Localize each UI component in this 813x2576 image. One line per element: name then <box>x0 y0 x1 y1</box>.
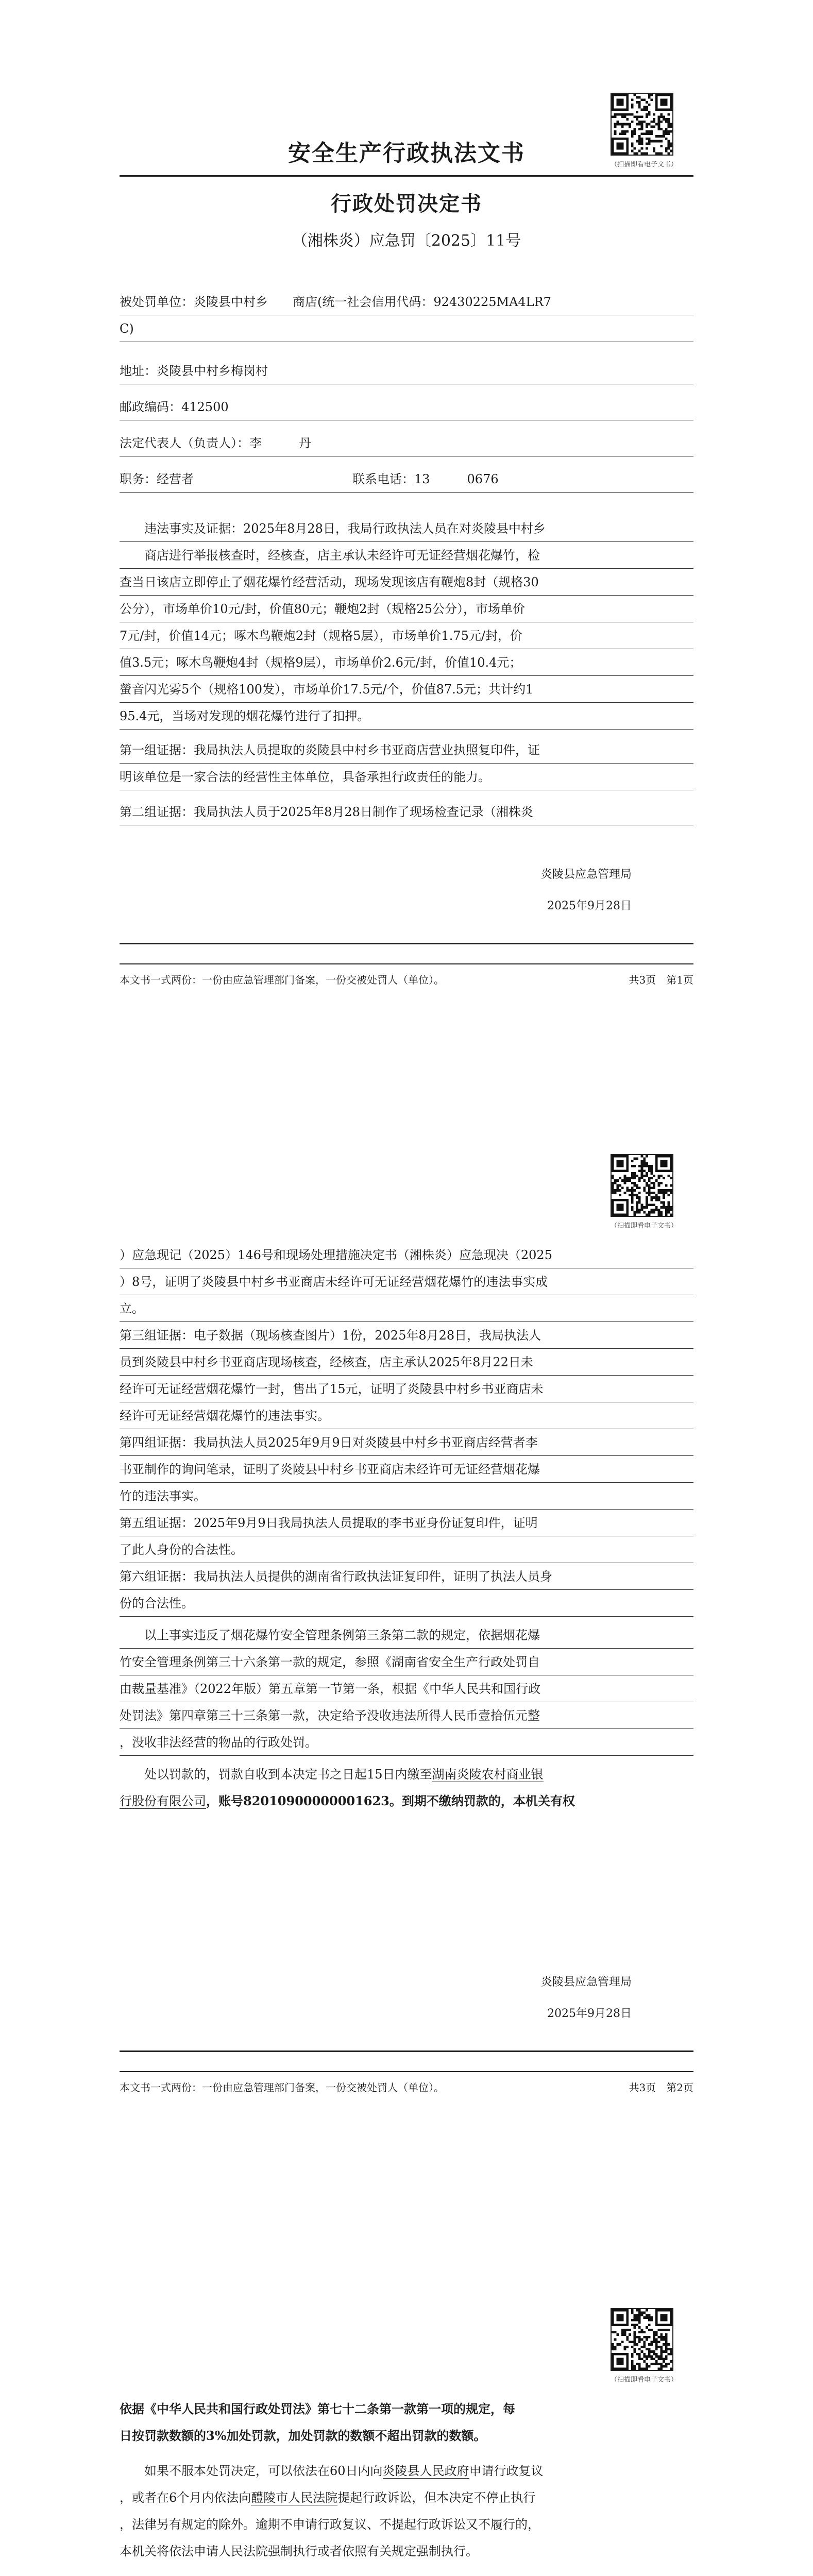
text-line: 第三组证据：电子数据（现场核查图片）1份，2025年8月28日，我局执法人 <box>120 1322 693 1349</box>
footer-divider <box>120 943 693 944</box>
text-line: ，没收非法经营的物品的行政处罚。 <box>120 1729 693 1756</box>
text-line: 竹安全管理条例第三十六条第一款的规定，参照《湖南省安全生产行政处罚自 <box>120 1649 693 1675</box>
text-line: 查当日该店立即停止了烟花爆竹经营活动，现场发现该店有鞭炮8封（规格30 <box>120 569 693 596</box>
text-line: 第六组证据：我局执法人员提供的湖南省行政执法证复印件，证明了执法人员身 <box>120 1563 693 1590</box>
text-line: 日按罚款数额的3%加处罚款，加处罚款的数额不超出罚款的数额。 <box>120 2428 486 2443</box>
text-line: 经许可无证经营烟花爆竹一封，售出了15元，证明了炎陵县中村乡书亚商店未 <box>120 1376 693 1402</box>
field-row: 职务：经营者 联系电话：13 0676 <box>120 466 693 493</box>
field-row: 邮政编码：412500 <box>120 394 693 420</box>
issuer-org: 炎陵县应急管理局 <box>540 1976 632 1989</box>
document-number: （湘株炎）应急罚〔2025〕11号 <box>292 232 521 250</box>
issuer-block <box>541 866 632 913</box>
text-line: 95.4元，当场对发现的烟花爆竹进行了扣押。 <box>120 703 693 730</box>
document-page-3 <box>0 2308 813 2576</box>
text-line: ）应急现记（2025）146号和现场处理措施决定书（湘株炎）应急现决（2025 <box>120 1242 693 1268</box>
text-line: 了此人身份的合法性。 <box>120 1536 693 1563</box>
title-divider <box>120 175 693 177</box>
footer-note: 本文书一式两份：一份由应急管理部门备案，一份交被处罚人（单位）。 <box>120 974 444 986</box>
qr-caption: （扫描即看电子文书） <box>610 1222 678 1230</box>
field-row: C) <box>120 315 693 342</box>
violation-facts <box>120 515 693 730</box>
text-line: 第五组证据：2025年9月9日我局执法人员提取的李书亚身份证复印件，证明 <box>120 1510 693 1536</box>
phone: 13 0676 <box>414 472 499 486</box>
issuer-org: 炎陵县应急管理局 <box>540 868 632 881</box>
text-line: 明该单位是一家合法的经营性主体单位，具备承担行政责任的能力。 <box>120 764 693 790</box>
text-line: 由裁量基准》（2022年版）第五章第一节第一条，根据《中华人民共和国行政 <box>120 1675 693 1702</box>
qr-code-icon[interactable] <box>611 1154 673 1217</box>
text-line: ）8号，证明了炎陵县中村乡书亚商店未经许可无证经营烟花爆竹的违法事实成 <box>120 1268 693 1295</box>
document-page-2 <box>0 1154 813 2210</box>
page-number: 共3页 第2页 <box>629 2081 693 2094</box>
text-line: 本机关将依法申请人民法院强制执行或者依照有关规定强制执行。 <box>120 2544 478 2558</box>
text-line: 第一组证据：我局执法人员提取的炎陵县中村乡书亚商店营业执照复印件，证 <box>120 737 693 764</box>
text-line: 值3.5元；啄木鸟鞭炮4封（规格9层），市场单价2.6元/封，价值10.4元； <box>120 649 693 676</box>
footer-note: 本文书一式两份：一份由应急管理部门备案，一份交被处罚人（单位）。 <box>120 2081 444 2094</box>
appeal-rights <box>120 2458 693 2565</box>
document-title: 安全生产行政执法文书 <box>288 140 525 166</box>
page-number: 共3页 第1页 <box>629 974 693 986</box>
issue-date: 2025年9月28日 <box>547 2007 632 2020</box>
issue-date: 2025年9月28日 <box>547 900 632 912</box>
party-info <box>120 289 693 493</box>
document-subtitle: 行政处罚决定书 <box>331 192 482 216</box>
text-line: 公分），市场单价10元/封，价值80元；鞭炮2封（规格25公分），市场单价 <box>120 596 693 622</box>
text-line: 经许可无证经营烟花爆竹的违法事实。 <box>120 1402 693 1429</box>
legal-representative: 李 丹 <box>249 436 311 450</box>
footer-divider <box>120 2050 693 2052</box>
text-line: 商店进行举报核查时，经核查，店主承认未经许可无证经营烟花爆竹，检 <box>120 542 693 569</box>
evidence-and-decision <box>120 1242 693 1815</box>
text-line: ，法律另有规定的除外。逾期不申请行政复议、不提起行政诉讼又不履行的， <box>120 2517 540 2532</box>
field-row: 被处罚单位：炎陵县中村乡 商店(统一社会信用代码：92430225MA4LR7 <box>120 289 693 315</box>
text-line: 份的合法性。 <box>120 1590 693 1617</box>
text-line: 处以罚款的，罚款自收到本决定书之日起15日内缴至湖南炎陵农村商业银 <box>120 1767 544 1782</box>
late-penalty-clause <box>120 2396 693 2449</box>
text-line: ，或者在6个月内依法向醴陵市人民法院提起行政诉讼，但本决定不停止执行 <box>120 2490 536 2505</box>
page-footer <box>120 963 693 987</box>
position: 经营者 <box>157 472 194 486</box>
qr-caption: （扫描即看电子文书） <box>610 2376 678 2384</box>
text-line: 处罚法》第四章第三十三条第一款，决定给予没收违法所得人民币壹拾伍元整 <box>120 1702 693 1729</box>
evidence-group-1 <box>120 737 693 790</box>
evidence-group-2 <box>120 799 693 825</box>
party-address: 炎陵县中村乡梅岗村 <box>157 364 268 378</box>
text-line: 行股份有限公司，账号82010900000001623。到期不缴纳罚款的，本机关有权 <box>120 1793 575 1808</box>
qr-caption: （扫描即看电子文书） <box>610 161 678 168</box>
postal-code: 412500 <box>181 400 229 414</box>
text-line: 第四组证据：我局执法人员2025年9月9日对炎陵县中村乡书亚商店经营者李 <box>120 1429 693 1456</box>
text-line: 竹的违法事实。 <box>120 1483 693 1510</box>
page-footer <box>120 2071 693 2094</box>
text-line: 第二组证据：我局执法人员于2025年8月28日制作了现场检查记录（湘株炎 <box>120 799 693 825</box>
text-line: 违法事实及证据：2025年8月28日，我局行政执法人员在对炎陵县中村乡 <box>120 515 693 542</box>
field-row: 地址：炎陵县中村乡梅岗村 <box>120 358 693 384</box>
field-row: 法定代表人（负责人）：李 丹 <box>120 430 693 456</box>
document-page-1 <box>0 0 813 1056</box>
text-line: 员到炎陵县中村乡书亚商店现场核查，经核查，店主承认2025年8月22日未 <box>120 1349 693 1376</box>
text-line: 依据《中华人民共和国行政处罚法》第七十二条第一款第一项的规定，每 <box>120 2401 515 2416</box>
text-line: 立。 <box>120 1295 693 1322</box>
issuer-block <box>541 1973 632 2021</box>
text-line: 如果不服本处罚决定，可以依法在60日内向炎陵县人民政府申请行政复议 <box>120 2464 544 2478</box>
party-name: 炎陵县中村乡 商店(统一社会信用代码：92430225MA4LR7 <box>194 295 551 309</box>
text-line: 螢音闪光雾5个（规格100发），市场单价17.5元/个，价值87.5元；共计约1 <box>120 676 693 703</box>
text-line: 书亚制作的询问笔录，证明了炎陵县中村乡书亚商店未经许可无证经营烟花爆 <box>120 1456 693 1483</box>
qr-code-icon[interactable] <box>611 2308 673 2371</box>
text-line: 7元/封，价值14元；啄木鸟鞭炮2封（规格5层），市场单价1.75元/封，价 <box>120 622 693 649</box>
text-line: 以上事实违反了烟花爆竹安全管理条例第三条第二款的规定，依据烟花爆 <box>120 1622 693 1649</box>
